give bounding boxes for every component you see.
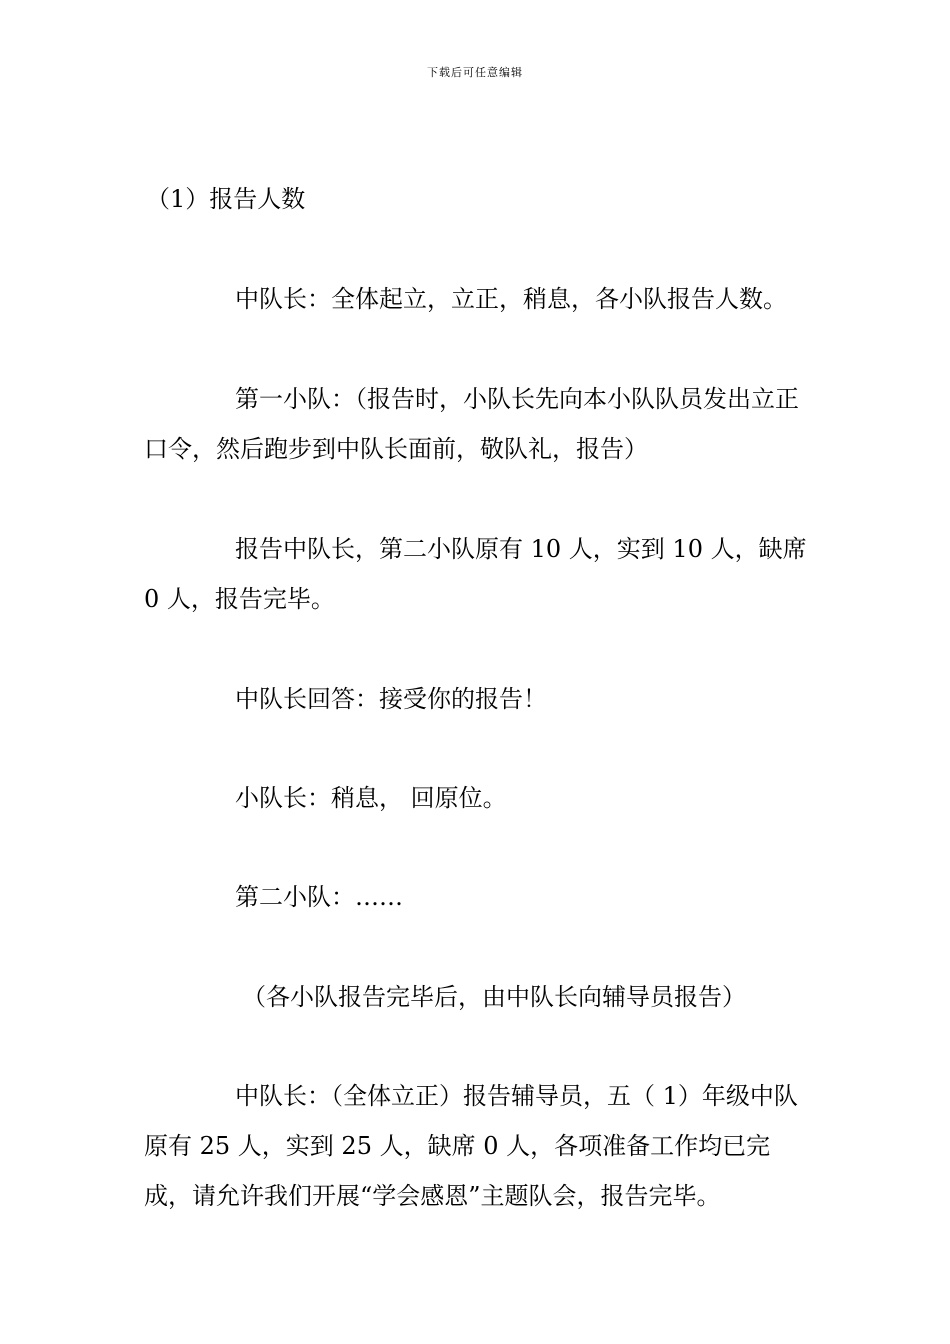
section-heading: （1）报告人数	[146, 185, 306, 213]
paragraph-squad-leader-rest: 小队长：稍息， 回原位。	[235, 784, 507, 812]
paragraph-first-squad: 第一小队：（报告时，小队长先向本小队队员发出立正口令，然后跑步到中队长面前，敬队礼，报告）	[144, 385, 799, 463]
paragraph-report-to-leader: 报告中队长，第二小队原有 10 人，实到 10 人，缺席 0 人，报告完毕。	[144, 535, 807, 613]
paragraph-squadron-leader-order: 中队长：全体起立，立正，稍息，各小队报告人数。	[235, 285, 787, 313]
paragraph-report-to-counselor-note: （各小队报告完毕后，由中队长向辅导员报告）	[242, 983, 746, 1011]
paragraph-second-squad: 第二小队：……	[235, 883, 403, 911]
paragraph-report-to-counselor: 中队长：（全体立正）报告辅导员，五（ 1）年级中队原有 25 人，实到 25 人，缺席 0 人，各项准备工作均已完成，请允许我们开展“学会感恩”主题队会，报告完毕。	[144, 1082, 798, 1210]
paragraph-leader-reply: 中队长回答：接受你的报告！	[235, 685, 547, 713]
page-header-note: 下载后可任意编辑	[427, 66, 523, 79]
